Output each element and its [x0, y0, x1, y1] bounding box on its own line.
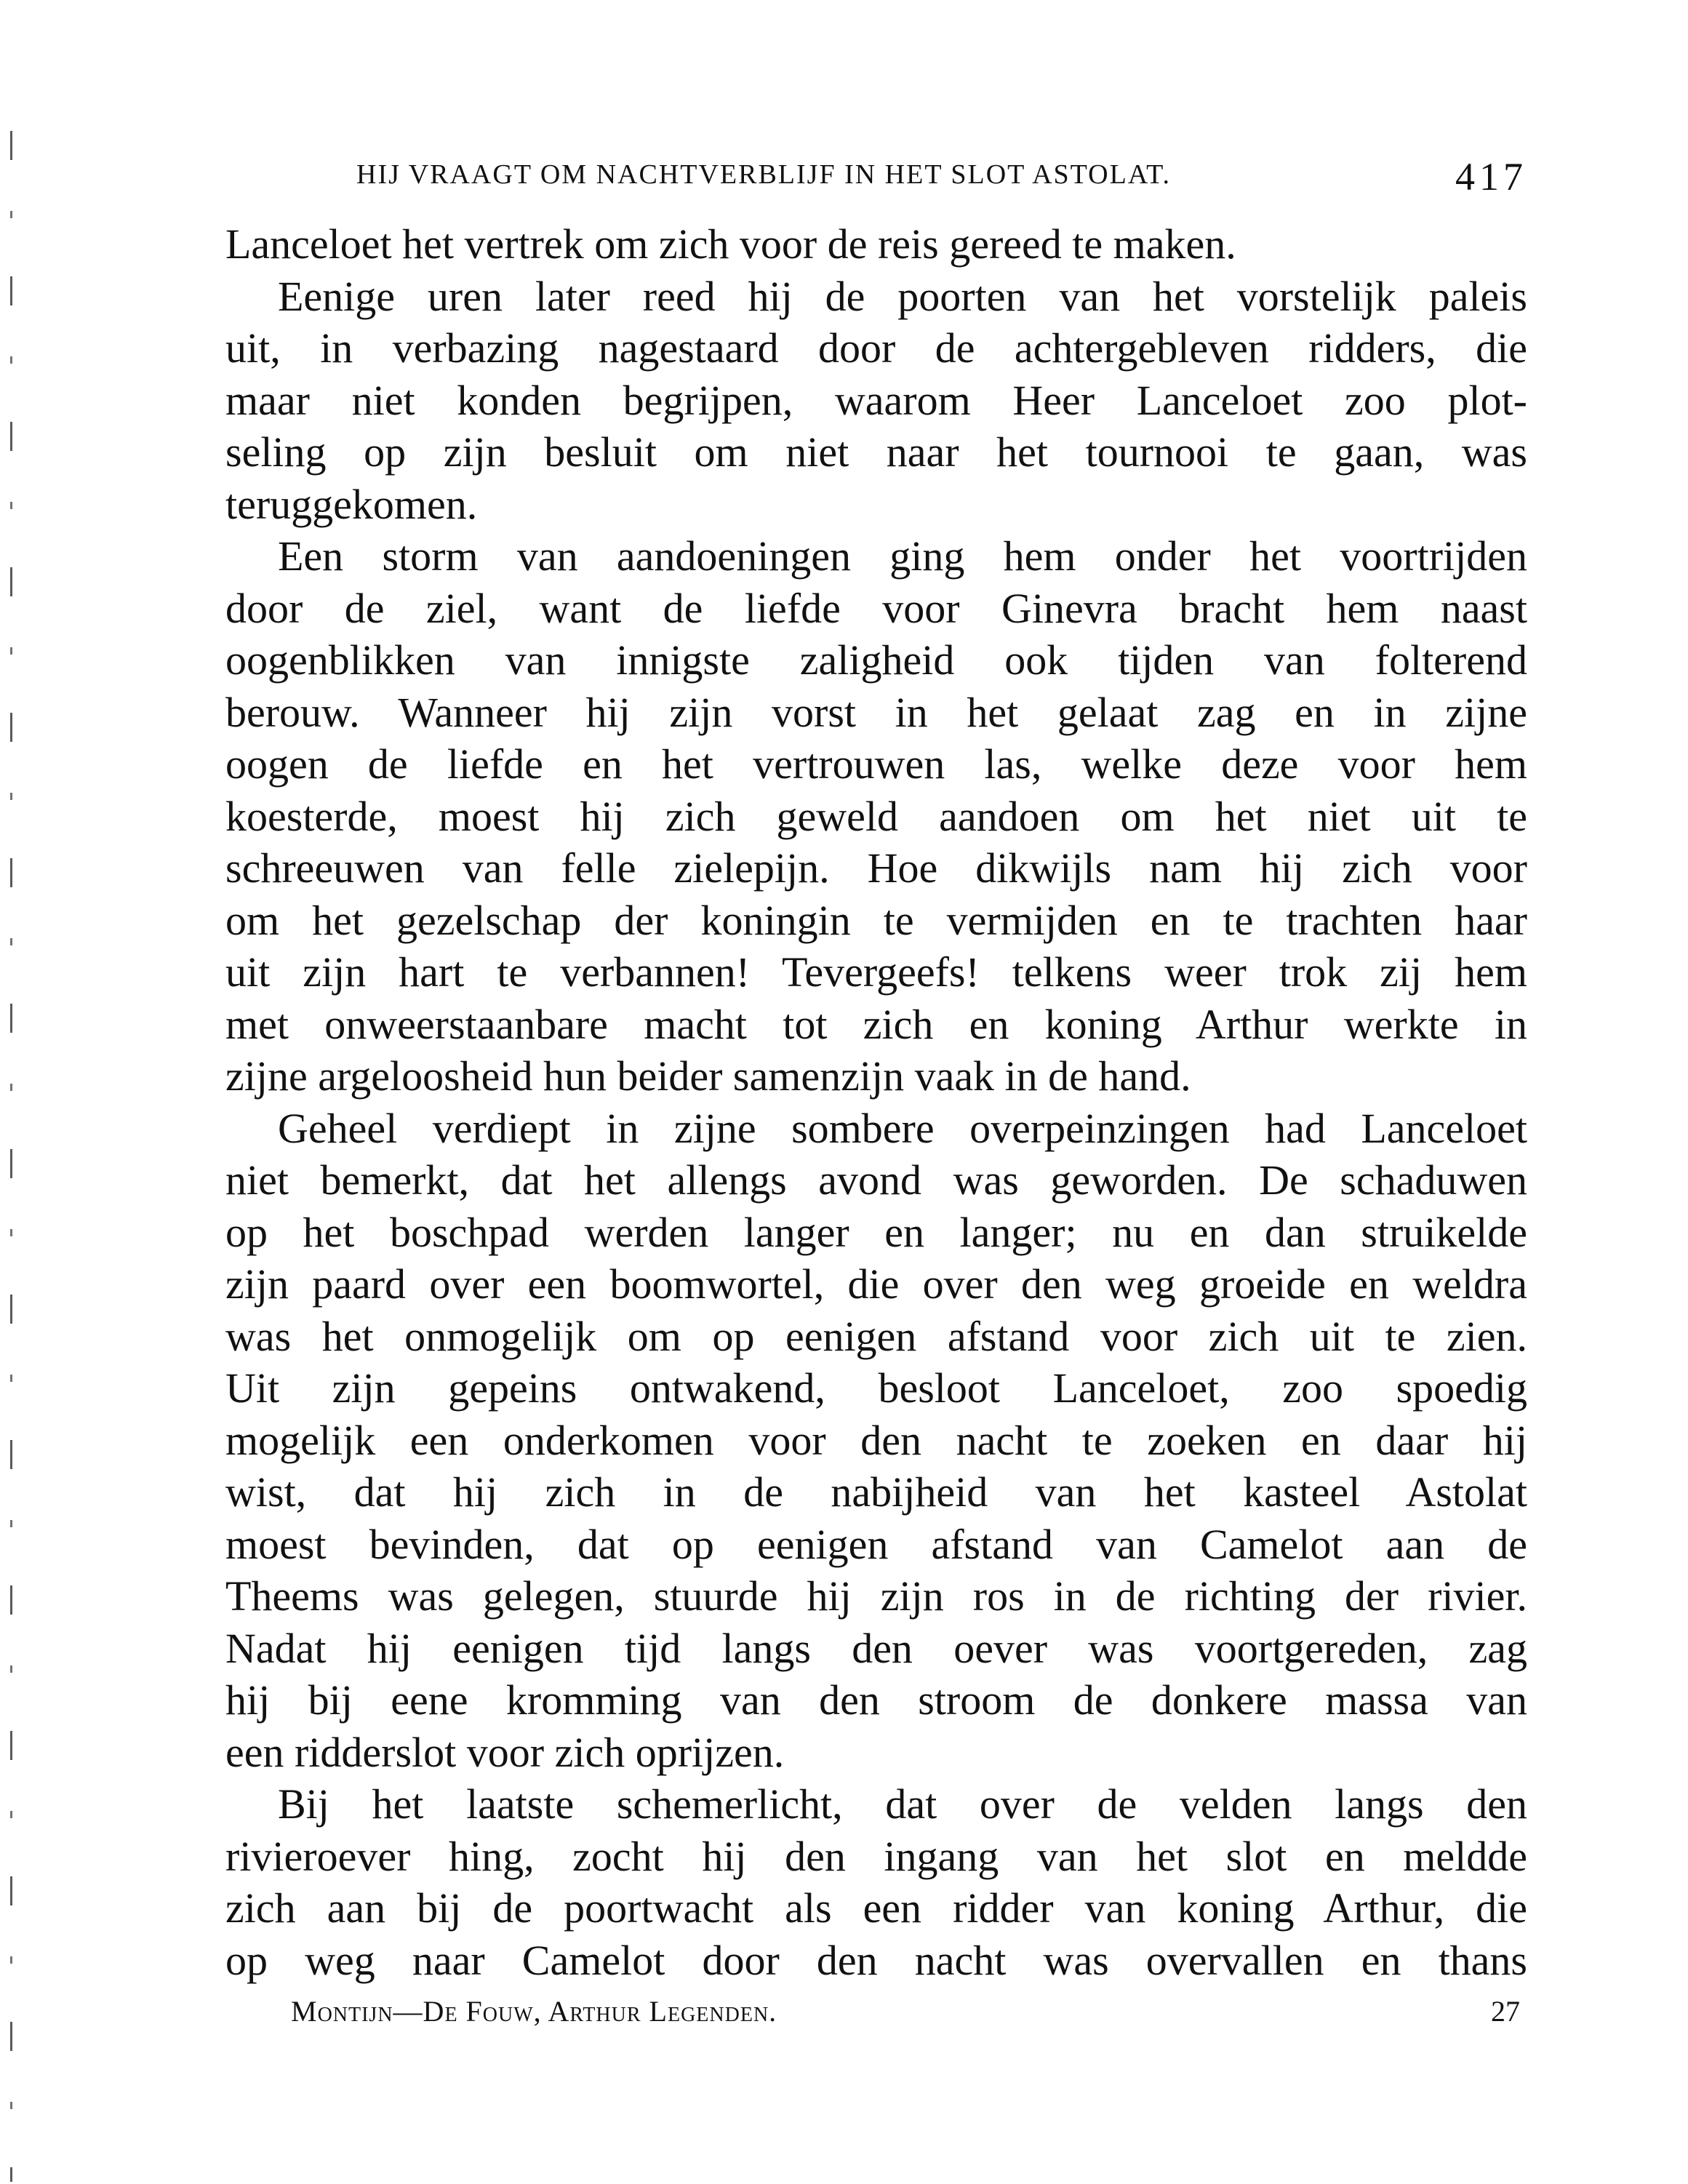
text-line: om het gezelschap der koningin te vermijden en te trachten haar	[225, 896, 1527, 944]
text-line: Een storm van aandoeningen ging hem onder het voortrijden	[278, 532, 1527, 580]
text-line: seling op zijn besluit om niet naar het tournooi te gaan, was	[225, 428, 1527, 476]
text-line: wist, dat hij zich in de nabijheid van het kasteel Astolat	[225, 1468, 1527, 1516]
text-line: oogen de liefde en het vertrouwen las, welke deze voor hem	[225, 740, 1527, 788]
text-line: Uit zijn gepeins ontwakend, besloot Lanceloet, zoo spoedig	[225, 1364, 1527, 1412]
text-line: Theems was gelegen, stuurde hij zijn ros in de richting der rivier.	[225, 1572, 1527, 1620]
running-head-title: HIJ VRAAGT OM NACHTVERBLIJF IN HET SLOT ASTOLAT.	[356, 159, 1171, 190]
text-line: schreeuwen van felle zielepijn. Hoe dikwijls nam hij zich voor	[225, 844, 1527, 892]
running-head	[356, 154, 1542, 198]
text-line: door de ziel, want de liefde voor Ginevra bracht hem naast	[225, 584, 1527, 632]
text-line: niet bemerkt, dat het allengs avond was geworden. De schaduwen	[225, 1156, 1527, 1204]
page-number: 417	[1455, 155, 1527, 199]
text-line: op het boschpad werden langer en langer; nu en dan struikelde	[225, 1208, 1527, 1256]
body-text	[225, 218, 1527, 1986]
text-line: op weg naar Camelot door den nacht was overvallen en thans	[225, 1936, 1527, 1984]
text-line: zich aan bij de poortwacht als een ridder van koning Arthur, die	[225, 1884, 1527, 1932]
text-line: Nadat hij eenigen tijd langs den oever was voortgereden, zag	[225, 1624, 1527, 1672]
text-line: oogenblikken van innigste zaligheid ook tijden van folterend	[225, 636, 1527, 684]
text-line: uit zijn hart te verbannen! Tevergeefs! telkens weer trok zij hem	[225, 948, 1527, 996]
text-line: zijn paard over een boomwortel, die over den weg groeide en weldra	[225, 1260, 1527, 1308]
text-line: zijne argeloosheid hun beider samenzijn vaak in de hand.	[225, 1052, 1191, 1100]
text-line: maar niet konden begrijpen, waarom Heer Lanceloet zoo plot-	[225, 376, 1527, 424]
text-line: moest bevinden, dat op eenigen afstand van Camelot aan de	[225, 1520, 1527, 1568]
text-line: Bij het laatste schemerlicht, dat over de velden langs den	[278, 1780, 1527, 1828]
text-line: Lanceloet het vertrek om zich voor de reis gereed te maken.	[225, 220, 1236, 268]
text-line: een ridderslot voor zich oprijzen.	[225, 1728, 785, 1776]
text-line: teruggekomen.	[225, 480, 478, 528]
text-line: rivieroever hing, zocht hij den ingang van het slot en meldde	[225, 1832, 1527, 1880]
text-line: mogelijk een onderkomen voor den nacht te zoeken en daar hij	[225, 1416, 1527, 1464]
scan-edge-artifact	[10, 131, 12, 2182]
footer-signature: Montijn—De Fouw, Arthur Legenden.	[291, 1995, 777, 2028]
text-line: uit, in verbazing nagestaard door de achtergebleven ridders, die	[225, 324, 1527, 372]
text-line: berouw. Wanneer hij zijn vorst in het gelaat zag en in zijne	[225, 688, 1527, 736]
text-line: hij bij eene kromming van den stroom de donkere massa van	[225, 1676, 1527, 1724]
text-line: koesterde, moest hij zich geweld aandoen om het niet uit te	[225, 792, 1527, 840]
text-line: Geheel verdiept in zijne sombere overpeinzingen had Lanceloet	[278, 1104, 1527, 1152]
text-line: Eenige uren later reed hij de poorten van het vorstelijk paleis	[278, 272, 1527, 320]
sheet-number: 27	[1491, 1995, 1520, 2028]
text-line: was het onmogelijk om op eenigen afstand voor zich uit te zien.	[225, 1312, 1527, 1360]
text-line: met onweerstaanbare macht tot zich en koning Arthur werkte in	[225, 1000, 1527, 1048]
